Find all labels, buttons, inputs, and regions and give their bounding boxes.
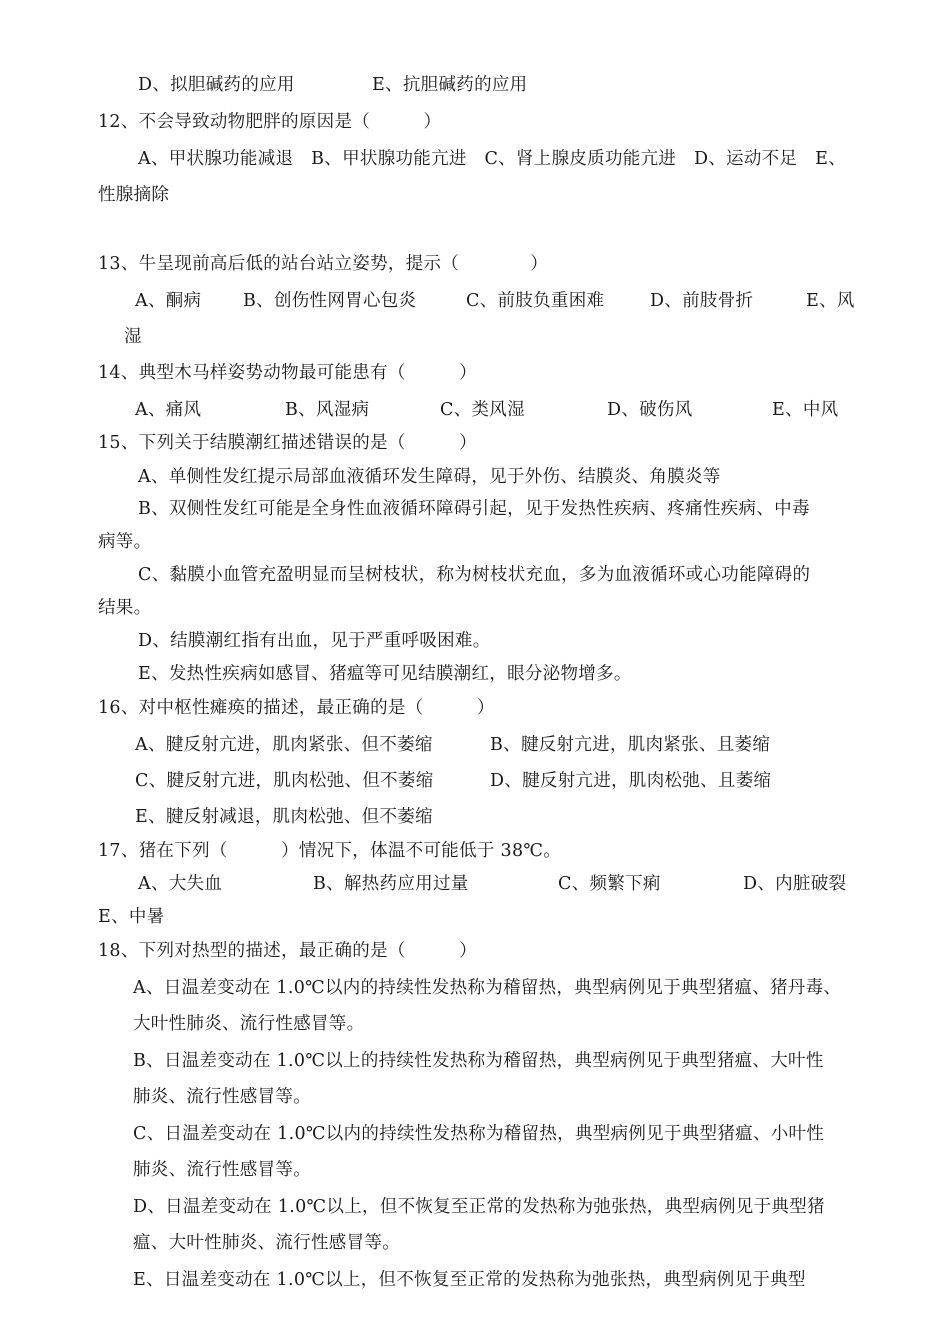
q13-option-e: E、风 xyxy=(806,291,855,311)
q15-option-b-text: B、双侧性发红可能是全身性血液循环障碍引起，见于发热性疾病、疼痛性疾病、中毒 xyxy=(138,499,810,519)
q18-option-c-text: C、日温差变动在 1.0℃以内的持续性发热称为稽留热，典型病例见于典型猪瘟、小叶性 xyxy=(133,1124,825,1144)
q17-option-d: D、内脏破裂 xyxy=(743,874,847,894)
q17-option-c: C、频繁下痢 xyxy=(558,874,661,894)
q11-option-d: D、拟胆碱药的应用 xyxy=(138,75,295,95)
q18-stem-text: 18、下列对热型的描述，最正确的是（ ） xyxy=(98,941,477,961)
q15-option-c-cont-text: 结果。 xyxy=(98,598,152,618)
q17-option-a: A、大失血 xyxy=(138,874,223,894)
q14-option-b: B、风湿病 xyxy=(285,400,370,420)
q13-option-a: A、酮病 xyxy=(135,291,202,311)
q17-option-e: E、中暑 xyxy=(98,907,165,927)
q16-option-c: C、腱反射亢进，肌肉松弛、但不萎缩 xyxy=(135,771,434,791)
q17-stem-text: 17、猪在下列（ ）情况下，体温不可能低于 38℃。 xyxy=(98,841,562,861)
q18-option-c-cont-text: 肺炎、流行性感冒等。 xyxy=(133,1160,311,1180)
q18-option-d-cont-text: 瘟、大叶性肺炎、流行性感冒等。 xyxy=(133,1233,400,1253)
q15-option-d-text: D、结膜潮红指有出血，见于严重呼吸困难。 xyxy=(138,631,491,651)
q15-option-a-text: A、单侧性发红提示局部血液循环发生障碍，见于外伤、结膜炎、角膜炎等 xyxy=(138,467,721,487)
q12-options-text: A、甲状腺功能减退 B、甲状腺功能亢进 C、肾上腺皮质功能亢进 D、运动不足 E、 xyxy=(138,149,846,169)
q12-options-cont-text: 性腺摘除 xyxy=(98,185,170,205)
q13-option-d: D、前肢骨折 xyxy=(650,291,754,311)
q15-option-b-cont-text: 病等。 xyxy=(98,532,152,552)
q14-option-a: A、痛风 xyxy=(135,400,202,420)
q13-option-e-cont: 湿 xyxy=(124,327,142,347)
q17-option-b: B、解热药应用过量 xyxy=(313,874,469,894)
q14-option-e: E、中风 xyxy=(772,400,839,420)
q16-option-a: A、腱反射亢进，肌肉紧张、但不萎缩 xyxy=(135,735,433,755)
q18-option-e-text: E、日温差变动在 1.0℃以上，但不恢复至正常的发热称为弛张热，典型病例见于典型 xyxy=(133,1270,806,1290)
q14-option-c: C、类风湿 xyxy=(440,400,525,420)
q18-option-b-text: B、日温差变动在 1.0℃以上的持续性发热称为稽留热，典型病例见于典型猪瘟、大叶性 xyxy=(133,1051,824,1071)
q18-option-a-cont-text: 大叶性肺炎、流行性感冒等。 xyxy=(133,1014,365,1034)
q16-stem-text: 16、对中枢性瘫痪的描述，最正确的是（ ） xyxy=(98,698,495,718)
q16-option-b: B、腱反射亢进，肌肉紧张、且萎缩 xyxy=(490,735,771,755)
q11-option-e: E、抗胆碱药的应用 xyxy=(372,75,528,95)
q15-option-e-text: E、发热性疾病如感冒、猪瘟等可见结膜潮红，眼分泌物增多。 xyxy=(138,664,632,684)
q15-option-c-text: C、黏膜小血管充盈明显而呈树枝状，称为树枝状充血，多为血液循环或心功能障碍的 xyxy=(138,565,811,585)
q12-stem-text: 12、不会导致动物肥胖的原因是（ ） xyxy=(98,112,442,132)
q14-option-d: D、破伤风 xyxy=(607,400,693,420)
q14-stem-text: 14、典型木马样姿势动物最可能患有（ ） xyxy=(98,363,477,383)
q18-option-a-text: A、日温差变动在 1.0℃以内的持续性发热称为稽留热，典型病例见于典型猪瘟、猪丹毒、 xyxy=(133,978,842,998)
q13-stem-text: 13、牛呈现前高后低的站台站立姿势，提示（ ） xyxy=(98,254,549,274)
q13-option-b: B、创伤性网胃心包炎 xyxy=(243,291,417,311)
q16-option-d: D、腱反射亢进，肌肉松弛、且萎缩 xyxy=(490,771,772,791)
q16-option-e: E、腱反射减退，肌肉松弛、但不萎缩 xyxy=(135,807,433,827)
q18-option-b-cont-text: 肺炎、流行性感冒等。 xyxy=(133,1087,311,1107)
q18-option-d-text: D、日温差变动在 1.0℃以上，但不恢复至正常的发热称为弛张热，典型病例见于典型猪 xyxy=(133,1197,825,1217)
q13-option-c: C、前肢负重困难 xyxy=(466,291,605,311)
q15-stem-text: 15、下列关于结膜潮红描述错误的是（ ） xyxy=(98,433,477,453)
